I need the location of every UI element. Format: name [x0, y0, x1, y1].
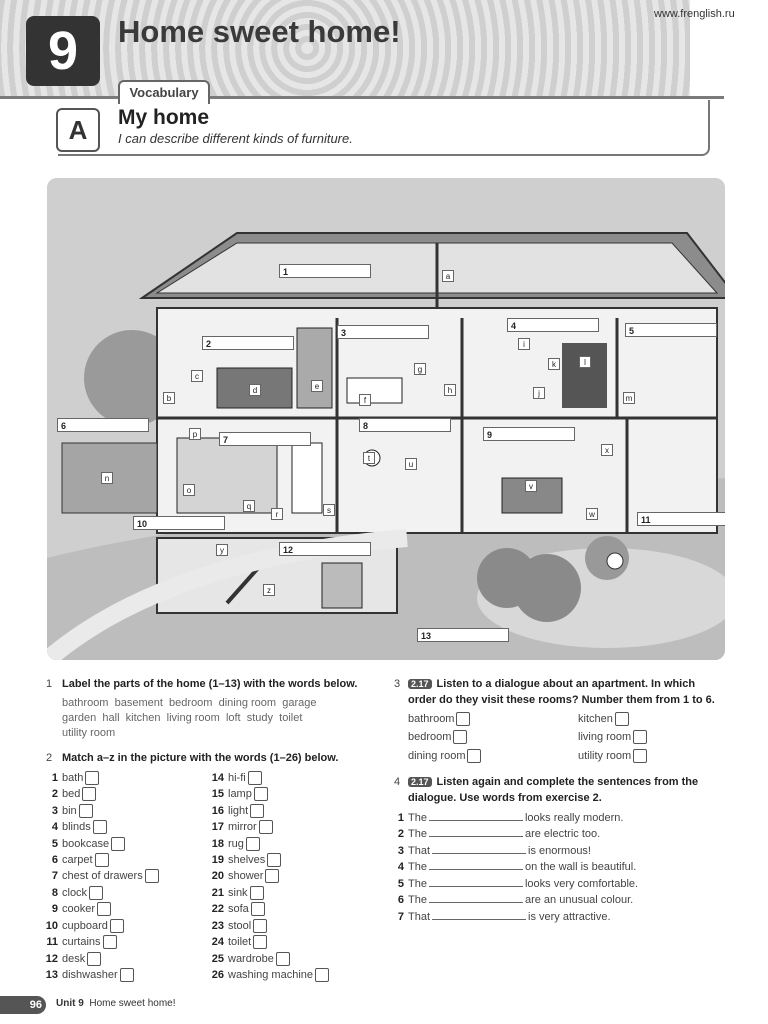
ex1-instruction: Label the parts of the home (1–13) with the words below.	[62, 678, 358, 690]
picture-label-2: 2	[202, 336, 294, 350]
ex2-item: 8 clock	[44, 885, 103, 901]
section-tab: Vocabulary	[118, 80, 210, 104]
ex3-room: kitchen	[578, 711, 629, 727]
unit-title: Home sweet home!	[118, 14, 401, 49]
answer-checkbox[interactable]	[315, 968, 329, 982]
ex2-item: 22 sofa	[210, 901, 265, 917]
ex2-item: 14 hi-fi	[210, 770, 262, 786]
answer-checkbox[interactable]	[120, 968, 134, 982]
order-checkbox[interactable]	[615, 712, 629, 726]
picture-label-7: 7	[219, 432, 311, 446]
picture-letter-m: m	[623, 392, 635, 404]
ex2-item: 9 cooker	[44, 901, 111, 917]
answer-checkbox[interactable]	[253, 935, 267, 949]
page-number: 96	[0, 996, 46, 1014]
answer-checkbox[interactable]	[276, 952, 290, 966]
ex4-sentence: 5 The looks very comfortable.	[397, 878, 639, 890]
ex4-sentence: 6 The are an unusual colour.	[397, 894, 634, 906]
ex1-word-list	[62, 696, 362, 741]
site-url: www.frenglish.ru	[654, 8, 735, 20]
ex2-item: 25 wardrobe	[210, 951, 290, 967]
picture-letter-n: n	[101, 472, 113, 484]
ex2-item: 13 dishwasher	[44, 967, 134, 983]
ex2-item: 4 blinds	[44, 819, 107, 835]
ex2-item: 18 rug	[210, 836, 260, 852]
ex2-item: 17 mirror	[210, 819, 273, 835]
answer-checkbox[interactable]	[79, 804, 93, 818]
ex1-word: hall	[102, 712, 120, 724]
answer-blank[interactable]	[429, 892, 523, 903]
answer-checkbox[interactable]	[82, 787, 96, 801]
picture-label-10: 10	[133, 516, 225, 530]
answer-checkbox[interactable]	[110, 919, 124, 933]
order-checkbox[interactable]	[467, 749, 481, 763]
picture-label-9: 9	[483, 427, 575, 441]
order-checkbox[interactable]	[633, 730, 647, 744]
ex4-sentence: 2 The are electric too.	[397, 828, 601, 840]
lesson-letter: A	[56, 108, 100, 152]
answer-blank[interactable]	[429, 826, 523, 837]
ex2-item: 24 toilet	[210, 934, 267, 950]
picture-letter-f: f	[359, 394, 371, 406]
ex1-word: kitchen	[125, 712, 161, 724]
picture-letter-q: q	[243, 500, 255, 512]
picture-letter-h: h	[444, 384, 456, 396]
ex2-item: 21 sink	[210, 885, 264, 901]
answer-blank[interactable]	[432, 843, 526, 854]
answer-checkbox[interactable]	[85, 771, 99, 785]
ex2-item: 15 lamp	[210, 786, 268, 802]
ex1-word: living room	[166, 712, 220, 724]
answer-checkbox[interactable]	[246, 837, 260, 851]
unit-number: 9	[26, 16, 100, 86]
footer-unit: Unit 9 Home sweet home!	[56, 998, 176, 1009]
house-illustration	[47, 178, 725, 660]
answer-checkbox[interactable]	[267, 853, 281, 867]
answer-checkbox[interactable]	[97, 902, 111, 916]
picture-letter-v: v	[525, 480, 537, 492]
answer-checkbox[interactable]	[87, 952, 101, 966]
picture-label-3: 3	[337, 325, 429, 339]
picture-letter-c: c	[191, 370, 203, 382]
answer-checkbox[interactable]	[89, 886, 103, 900]
ex1-word: loft	[225, 712, 241, 724]
picture-letter-w: w	[586, 508, 598, 520]
picture-letter-u: u	[405, 458, 417, 470]
ex4-sentence: 1 The looks really modern.	[397, 812, 624, 824]
answer-checkbox[interactable]	[250, 886, 264, 900]
answer-checkbox[interactable]	[259, 820, 273, 834]
answer-checkbox[interactable]	[251, 902, 265, 916]
ex3-room: bedroom	[408, 729, 467, 745]
order-checkbox[interactable]	[456, 712, 470, 726]
answer-blank[interactable]	[429, 810, 523, 821]
ex4-instruction: 2.17 Listen again and complete the sentences from the	[408, 776, 698, 788]
header-divider	[0, 96, 724, 99]
ex1-word: bedroom	[169, 697, 213, 709]
ex2-item: 2 bed	[44, 786, 96, 802]
answer-checkbox[interactable]	[111, 837, 125, 851]
picture-letter-b: b	[163, 392, 175, 404]
picture-letter-s: s	[323, 504, 335, 516]
ex3-room: bathroom	[408, 711, 470, 727]
ex2-item: 23 stool	[210, 918, 267, 934]
answer-blank[interactable]	[429, 859, 523, 870]
answer-blank[interactable]	[429, 876, 523, 887]
picture-label-12: 12	[279, 542, 371, 556]
picture-label-4: 4	[507, 318, 599, 332]
picture-letter-y: y	[216, 544, 228, 556]
picture-letter-a: a	[442, 270, 454, 282]
answer-checkbox[interactable]	[250, 804, 264, 818]
ex2-item: 26 washing machine	[210, 967, 329, 983]
ex3-instruction-line2: order do they visit these rooms? Number them from 1 to 6.	[408, 694, 715, 706]
ex3-room: utility room	[578, 748, 647, 764]
answer-checkbox[interactable]	[248, 771, 262, 785]
picture-label-5: 5	[625, 323, 717, 337]
ex2-item: 6 carpet	[44, 852, 109, 868]
ex2-item: 5 bookcase	[44, 836, 125, 852]
ex3-room: dining room	[408, 748, 481, 764]
ex2-instruction: Match a–z in the picture with the words (1–26) below.	[62, 752, 339, 764]
ex1-word: garden	[62, 712, 97, 724]
audio-track-badge[interactable]: 2.17	[408, 777, 432, 787]
picture-label-8: 8	[359, 418, 451, 432]
ex3-room: living room	[578, 729, 647, 745]
picture-label-11: 11	[637, 512, 725, 526]
picture-label-13: 13	[417, 628, 509, 642]
picture-letter-k: k	[548, 358, 560, 370]
ex2-item: 20 shower	[210, 868, 279, 884]
picture-letter-r: r	[271, 508, 283, 520]
picture-letter-p: p	[189, 428, 201, 440]
answer-checkbox[interactable]	[254, 787, 268, 801]
ex1-word: utility room	[62, 727, 116, 739]
ex2-item: 19 shelves	[210, 852, 281, 868]
ex1-number: 1	[46, 678, 53, 690]
ex2-item: 12 desk	[44, 951, 101, 967]
ex2-item: 3 bin	[44, 803, 93, 819]
ex1-word: study	[246, 712, 274, 724]
ex2-item: 10 cupboard	[44, 918, 124, 934]
ex2-item: 16 light	[210, 803, 264, 819]
picture-letter-d: d	[249, 384, 261, 396]
ex2-number: 2	[46, 752, 53, 764]
lesson-subtitle: I can describe different kinds of furniture.	[118, 131, 353, 146]
answer-checkbox[interactable]	[103, 935, 117, 949]
picture-letter-i: i	[518, 338, 530, 350]
answer-blank[interactable]	[432, 909, 526, 920]
picture-letter-g: g	[414, 363, 426, 375]
picture-letter-t: t	[363, 452, 375, 464]
ex4-sentence: 7 That is very attractive.	[397, 911, 611, 923]
answer-checkbox[interactable]	[95, 853, 109, 867]
picture-label-6: 6	[57, 418, 149, 432]
answer-checkbox[interactable]	[253, 919, 267, 933]
audio-track-badge[interactable]: 2.17	[408, 679, 432, 689]
ex1-word: garage	[282, 697, 317, 709]
picture-label-1: 1	[279, 264, 371, 278]
picture-letter-l: l	[579, 356, 591, 368]
ex1-word: bathroom	[62, 697, 109, 709]
answer-checkbox[interactable]	[145, 869, 159, 883]
answer-checkbox[interactable]	[93, 820, 107, 834]
lesson-title: My home	[118, 106, 210, 129]
ex2-item: 11 curtains	[44, 934, 117, 950]
ex3-instruction: 2.17 Listen to a dialogue about an apartment. In which	[408, 678, 695, 690]
ex1-word: dining room	[218, 697, 277, 709]
ex3-number: 3	[394, 678, 401, 690]
ex4-sentence: 4 The on the wall is beautiful.	[397, 861, 637, 873]
ex4-number: 4	[394, 776, 401, 788]
ex4-sentence: 3 That is enormous!	[397, 845, 591, 857]
ex1-word: basement	[114, 697, 163, 709]
ex1-word: toilet	[279, 712, 303, 724]
picture-letter-x: x	[601, 444, 613, 456]
order-checkbox[interactable]	[633, 749, 647, 763]
ex2-item: 1 bath	[44, 770, 99, 786]
order-checkbox[interactable]	[453, 730, 467, 744]
picture-letter-j: j	[533, 387, 545, 399]
picture-letter-e: e	[311, 380, 323, 392]
picture-letter-z: z	[263, 584, 275, 596]
picture-letter-o: o	[183, 484, 195, 496]
answer-checkbox[interactable]	[265, 869, 279, 883]
ex2-item: 7 chest of drawers	[44, 868, 159, 884]
ex4-instruction-line2: dialogue. Use words from exercise 2.	[408, 792, 602, 804]
